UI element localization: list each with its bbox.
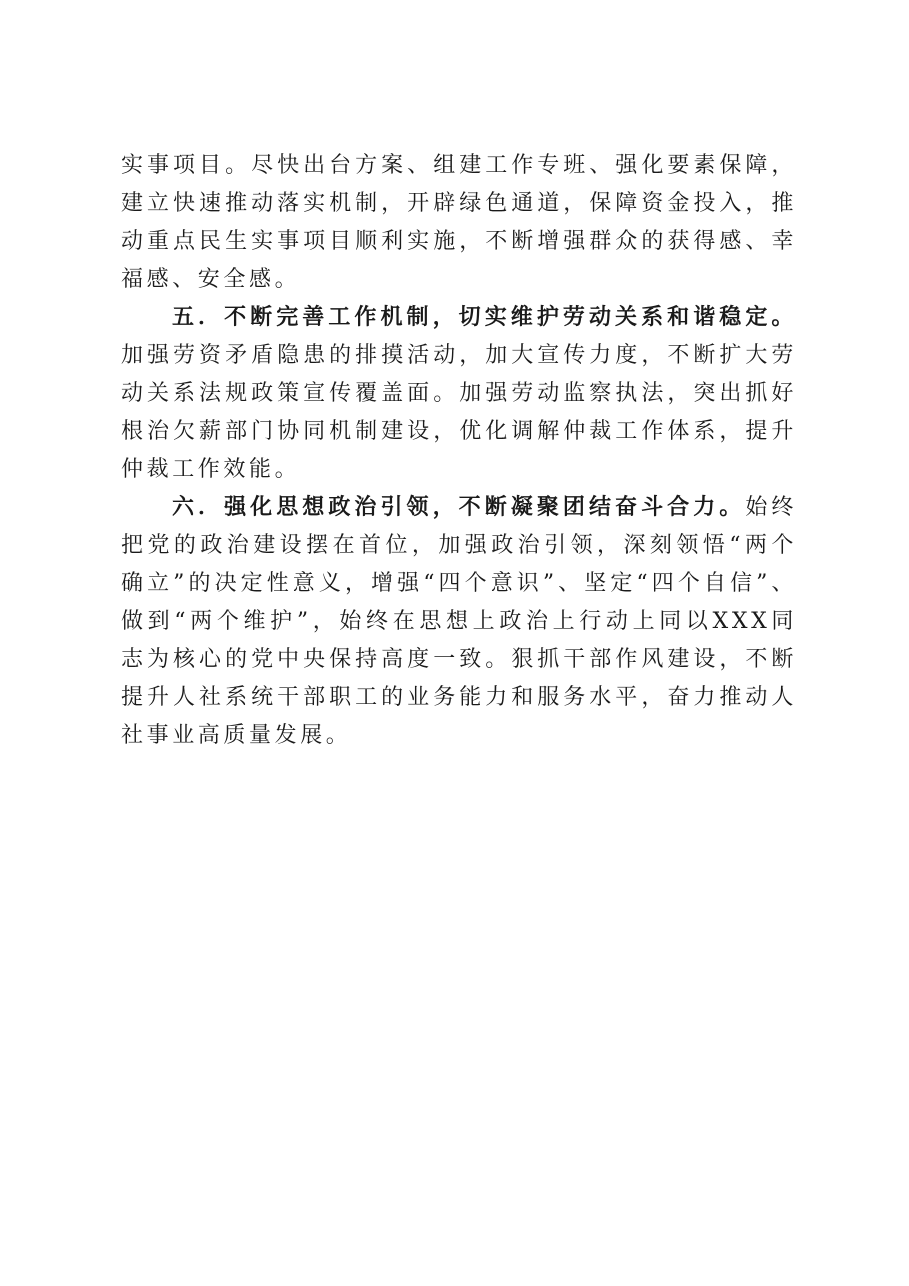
document-page [121, 147, 797, 755]
paragraph-body: 实事项目。尽快出台方案、组建工作专班、强化要素保障，建立快速推动落实机制，开辟绿色通道，保障资金投入，推动重点民生实事项目顺利实施，不断增强群众的获得感、幸福感、安全感。 [121, 153, 797, 292]
paragraph-continuation [121, 147, 797, 299]
paragraph-body: 加强劳资矛盾隐患的排摸活动，加大宣传力度，不断扩大劳动关系法规政策宣传覆盖面。加强劳动监察执法，突出抓好根治欠薪部门协同机制建设，优化调解仲裁工作体系，提升仲裁工作效能。 [121, 343, 797, 482]
paragraph-section-six [121, 489, 797, 755]
paragraph-section-five [121, 299, 797, 489]
paragraph-body: 始终把党的政治建设摆在首位，加强政治引领，深刻领悟“两个确立”的决定性意义，增强“四个意识”、坚定“四个自信”、做到“两个维护”，始终在思想上政治上行动上同以XXX同志为核心的党中央保持高度一致。狠抓干部作风建设，不断提升人社系统干部职工的业务能力和服务水平，奋力推动人社事业高质量发展。 [121, 495, 798, 748]
section-heading: 五．不断完善工作机制，切实维护劳动关系和谐稳定。 [172, 305, 797, 330]
section-heading: 六．强化思想政治引领，不断凝聚团结奋斗合力。 [172, 495, 746, 520]
